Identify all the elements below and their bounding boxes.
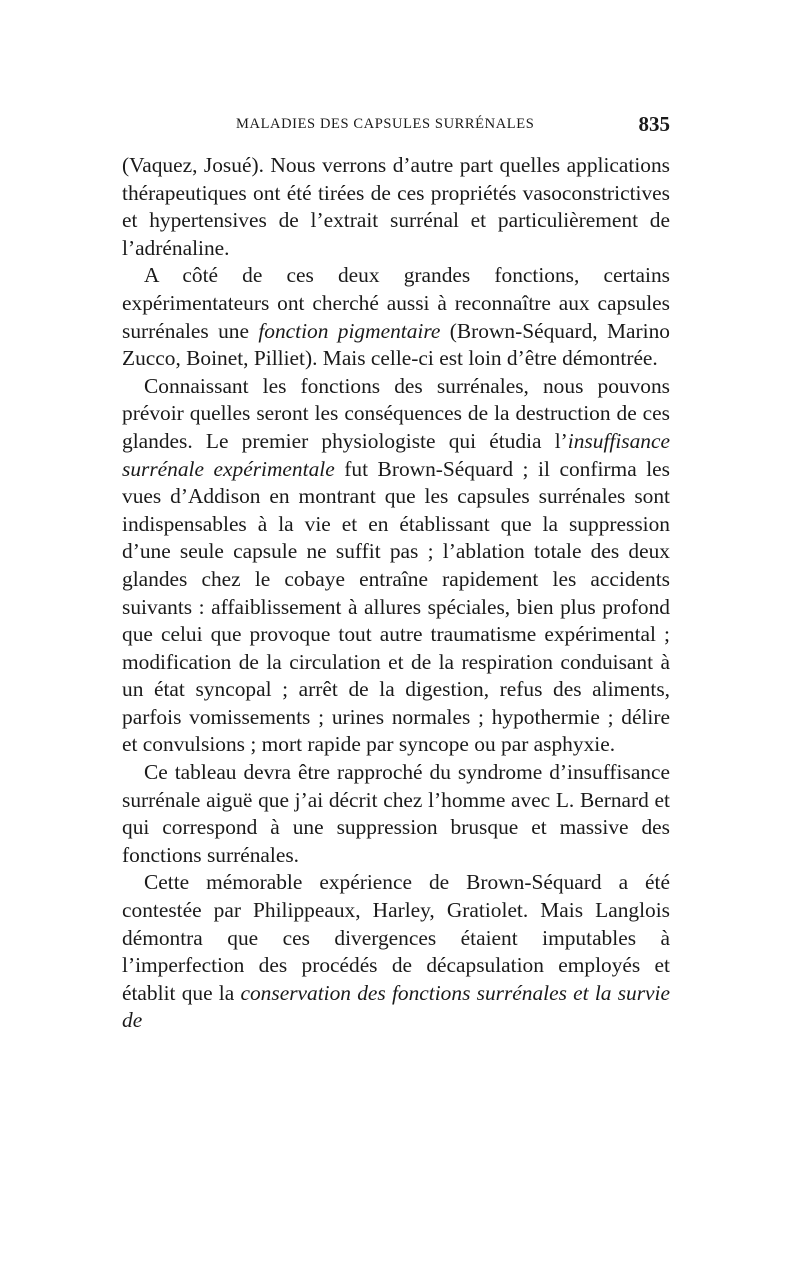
paragraph-text: fut Brown-Séquard ; il confirma les vues d’Addison en montrant que les capsules surrénales sont indispensables à la vie et en établissant que la suppression d’une seule capsule ne suffit pas ; l’ablation totale des deux glandes chez le cobaye entraîne rapidement les accidents suivants : affaiblissement à allures spéciales, bien plus profond que celui que provoque tout autre traumatisme expérimental ; modification de la circulation et de la respiration conduisant à un état syncopal ; arrêt de la digestion, refus des aliments, parfois vomissements ; urines normales ; hypothermie ; délire et convulsions ; mort rapide par syncope ou par asphyxie. bbox=[122, 456, 670, 757]
paragraph-continuation: (Vaquez, Josué). Nous verrons d’autre part quelles applications thérapeutiques ont été tirées de ces propriétés vasoconstrictives et hypertensives de l’extrait surrénal et particulièrement de l’adrénaline. bbox=[122, 153, 670, 260]
paragraph-text: A côté de ces deux grandes fonctions, certains expérimentateurs ont cherché aussi à reconnaître aux capsules surrénales une bbox=[122, 263, 670, 343]
italic-term: conservation des fonctions surrénales et la survie de bbox=[122, 980, 670, 1033]
paragraph-langlois bbox=[122, 869, 670, 1035]
paragraph-text: Cette mémorable expérience de Brown-Séquard a été contestée par Philippeaux, Harley, Gratiolet. Mais Langlois démontra que ces divergences étaient imputables à l’imperfection des procédés de décapsulation employés et établit que la bbox=[122, 870, 670, 1005]
italic-term: insuffisance surrénale expérimentale bbox=[122, 428, 670, 481]
body-text bbox=[122, 152, 670, 1035]
paragraph-experimental-insufficiency bbox=[122, 373, 670, 759]
paragraph-text: Connaissant les fonctions des surrénales, nous pouvons prévoir quelles seront les conséquences de la destruction de ces glandes. Le premier physiologiste qui étudia l’ bbox=[122, 373, 670, 453]
running-title: MALADIES DES CAPSULES SURRÉNALES bbox=[236, 116, 535, 132]
paragraph-pigment-function bbox=[122, 262, 670, 372]
book-page bbox=[122, 112, 670, 1035]
page-number: 835 bbox=[638, 112, 670, 136]
paragraph-text: (Brown-Séquard, Marino Zucco, Boinet, Pilliet). Mais celle-ci est loin d’être démontrée. bbox=[122, 318, 670, 371]
paragraph-acute-syndrome: Ce tableau devra être rapproché du syndrome d’insuffisance surrénale aiguë que j’ai décrit chez l’homme avec L. Bernard et qui correspond à une suppression brusque et massive des fonctions surrénales. bbox=[122, 760, 670, 867]
running-head bbox=[122, 112, 670, 142]
italic-term: fonction pigmentaire bbox=[258, 318, 441, 343]
